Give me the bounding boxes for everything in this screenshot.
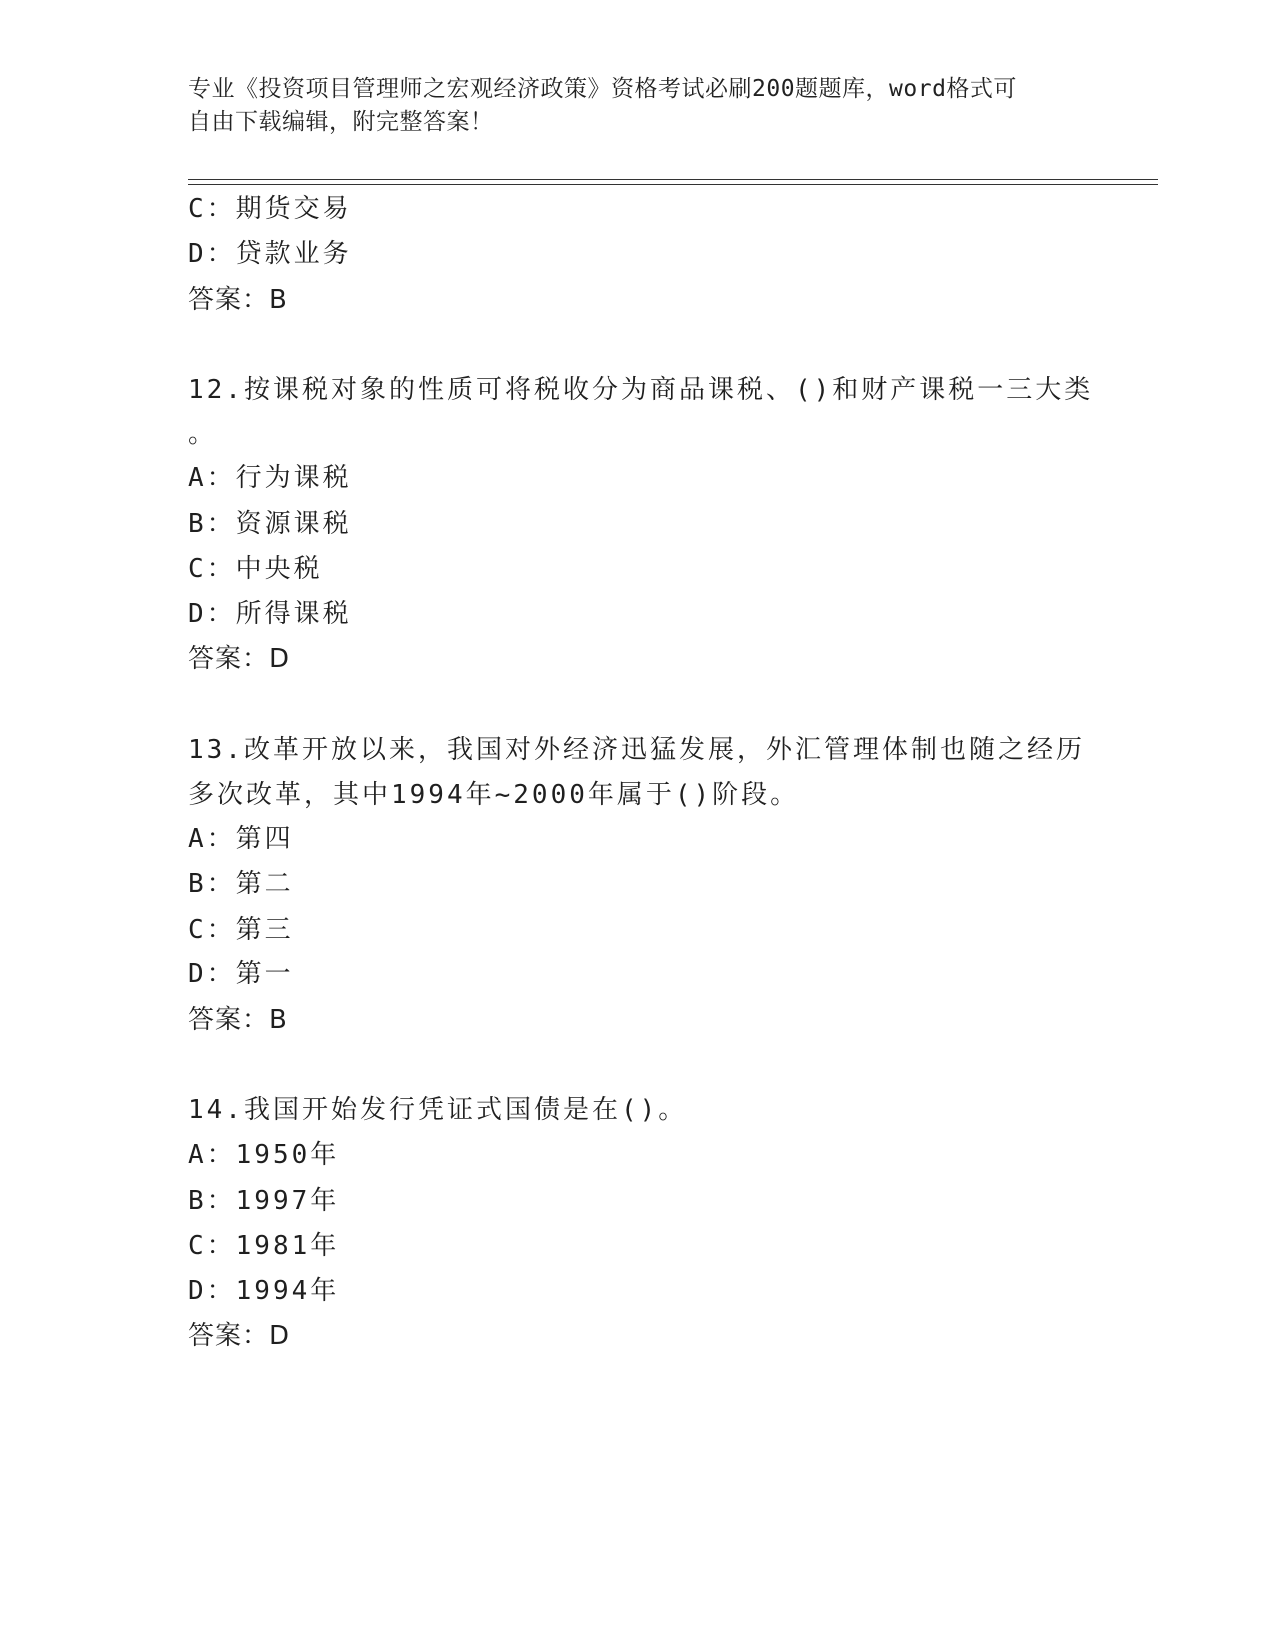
q12-stem-line-2: 。 bbox=[188, 419, 218, 449]
q11-answer: 答案：B bbox=[188, 285, 288, 315]
header-line-1: 专业《投资项目管理师之宏观经济政策》资格考试必刷200题题库，word格式可 bbox=[188, 76, 1017, 102]
q14-option-a: A：1950年 bbox=[188, 1140, 340, 1170]
q14-option-b: B：1997年 bbox=[188, 1186, 340, 1216]
q14-stem-line-1: 14.我国开始发行凭证式国债是在()。 bbox=[188, 1095, 688, 1125]
q13-option-b: B：第二 bbox=[188, 869, 294, 899]
q12-option-c: C：中央税 bbox=[188, 554, 323, 584]
q13-answer: 答案：B bbox=[188, 1005, 288, 1035]
q12-answer: 答案：D bbox=[188, 644, 291, 674]
header-rule-bottom bbox=[188, 184, 1158, 185]
q11-option-c: C：期货交易 bbox=[188, 194, 352, 224]
q13-option-c: C：第三 bbox=[188, 915, 294, 945]
q13-option-d: D：第一 bbox=[188, 959, 294, 989]
q12-option-b: B：资源课税 bbox=[188, 509, 352, 539]
document-header bbox=[188, 73, 1088, 139]
header-rule-top bbox=[188, 179, 1158, 180]
header-line-2: 自由下载编辑，附完整答案！ bbox=[188, 109, 494, 135]
q13-option-a: A：第四 bbox=[188, 824, 294, 854]
q12-option-a: A：行为课税 bbox=[188, 463, 352, 493]
q13-stem-line-2: 多次改革，其中1994年~2000年属于()阶段。 bbox=[188, 780, 800, 810]
q14-option-c: C：1981年 bbox=[188, 1231, 340, 1261]
q11-option-d: D：贷款业务 bbox=[188, 239, 352, 269]
q12-stem-line-1: 12.按课税对象的性质可将税收分为商品课税、()和财产课税一三大类 bbox=[188, 375, 1094, 405]
q12-option-d: D：所得课税 bbox=[188, 599, 352, 629]
q14-option-d: D：1994年 bbox=[188, 1276, 340, 1306]
q14-answer: 答案：D bbox=[188, 1321, 291, 1351]
q13-stem-line-1: 13.改革开放以来，我国对外经济迅猛发展，外汇管理体制也随之经历 bbox=[188, 735, 1085, 765]
